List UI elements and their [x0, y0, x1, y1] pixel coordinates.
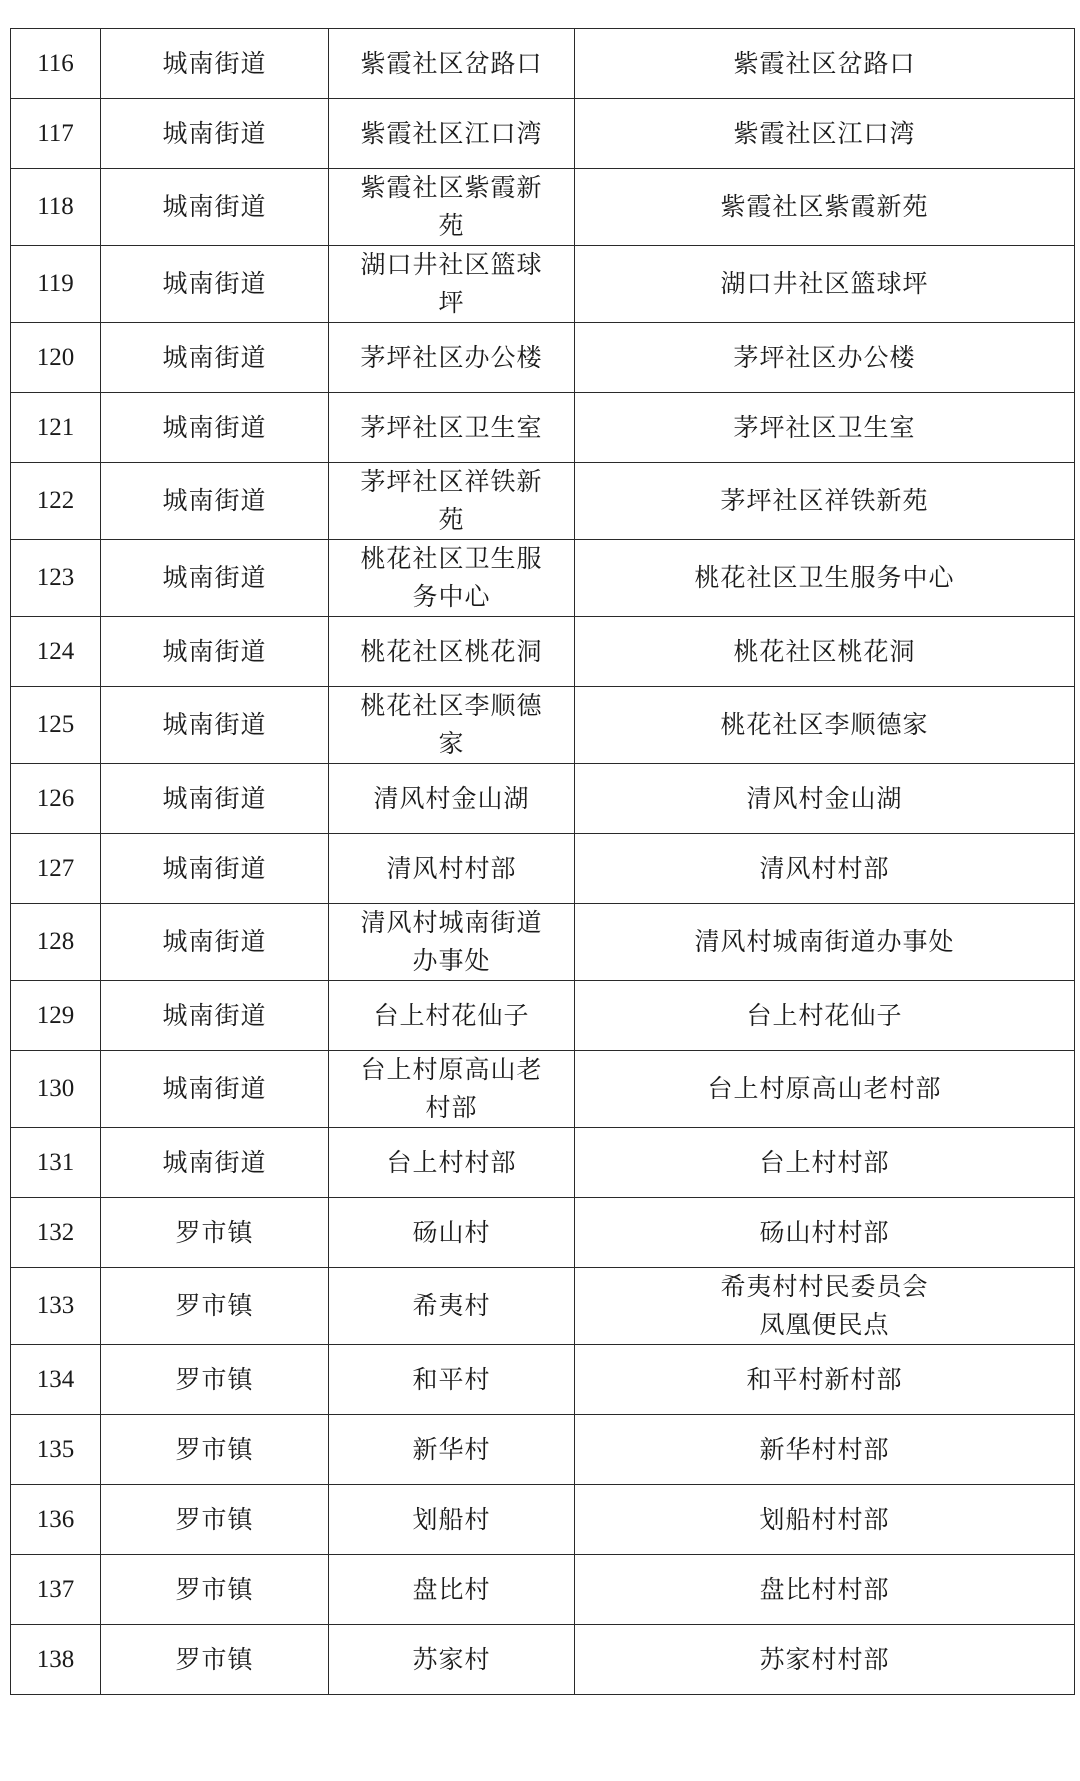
row-number: 124	[11, 617, 101, 687]
town-cell: 城南街道	[101, 834, 329, 904]
site-text-line: 台上村村部	[386, 1147, 517, 1177]
table-row	[11, 1555, 1075, 1625]
table-row	[11, 540, 1075, 617]
row-number: 129	[11, 981, 101, 1051]
row-number: 121	[11, 393, 101, 463]
table-row	[11, 764, 1075, 834]
table-row	[11, 904, 1075, 981]
table-row	[11, 1268, 1075, 1345]
site-cell	[329, 393, 575, 463]
town-cell: 罗市镇	[101, 1415, 329, 1485]
site-text-line: 紫霞社区紫霞新	[360, 173, 543, 202]
table-row	[11, 246, 1075, 323]
row-number: 137	[11, 1555, 101, 1625]
site-cell	[329, 904, 575, 981]
site-text-line: 桃花社区卫生服	[360, 544, 543, 573]
row-number: 135	[11, 1415, 101, 1485]
table-row	[11, 1625, 1075, 1695]
site-text-line: 砀山村	[412, 1217, 491, 1247]
table-row	[11, 393, 1075, 463]
location-text-line: 新华村村部	[759, 1434, 890, 1464]
table-row	[11, 29, 1075, 99]
town-cell: 城南街道	[101, 169, 329, 246]
location-text-line: 苏家村村部	[759, 1644, 890, 1674]
location-text-line: 盘比村村部	[759, 1574, 890, 1604]
site-cell	[329, 99, 575, 169]
town-cell: 城南街道	[101, 99, 329, 169]
location-text-line: 砀山村村部	[759, 1217, 890, 1247]
row-number: 127	[11, 834, 101, 904]
location-cell	[575, 99, 1075, 169]
table-row	[11, 834, 1075, 904]
town-cell: 城南街道	[101, 463, 329, 540]
site-cell	[329, 1345, 575, 1415]
site-text-line: 桃花社区李顺德	[360, 691, 543, 720]
site-cell	[329, 463, 575, 540]
row-number: 134	[11, 1345, 101, 1415]
town-cell: 城南街道	[101, 29, 329, 99]
table-row	[11, 617, 1075, 687]
table-row	[11, 1051, 1075, 1128]
site-text-line: 苑	[438, 505, 465, 534]
location-cell	[575, 687, 1075, 764]
site-cell	[329, 981, 575, 1051]
table-row	[11, 1198, 1075, 1268]
site-text-line: 紫霞社区江口湾	[360, 118, 543, 148]
location-text-line: 和平村新村部	[746, 1364, 903, 1394]
table-body	[11, 29, 1075, 1695]
row-number: 128	[11, 904, 101, 981]
row-number: 117	[11, 99, 101, 169]
site-text-line: 台上村花仙子	[373, 1000, 530, 1030]
site-cell	[329, 1485, 575, 1555]
site-text-line: 家	[438, 729, 465, 758]
location-cell	[575, 246, 1075, 323]
data-table	[10, 28, 1075, 1695]
site-cell	[329, 1198, 575, 1268]
location-text-line: 台上村花仙子	[746, 1000, 903, 1030]
table-row	[11, 169, 1075, 246]
row-number: 122	[11, 463, 101, 540]
location-text-line: 凤凰便民点	[759, 1310, 890, 1339]
location-text-line: 茅坪社区办公楼	[733, 342, 916, 372]
table-row	[11, 99, 1075, 169]
table-row	[11, 1485, 1075, 1555]
location-cell	[575, 29, 1075, 99]
location-cell	[575, 617, 1075, 687]
site-text-line: 苏家村	[412, 1644, 491, 1674]
row-number: 133	[11, 1268, 101, 1345]
location-text-line: 桃花社区李顺德家	[720, 710, 929, 739]
site-cell	[329, 617, 575, 687]
row-number: 116	[11, 29, 101, 99]
site-text-line: 务中心	[412, 582, 491, 611]
location-text-line: 紫霞社区江口湾	[733, 118, 916, 148]
table-row	[11, 463, 1075, 540]
row-number: 136	[11, 1485, 101, 1555]
site-text-line: 茅坪社区卫生室	[360, 412, 543, 442]
location-cell	[575, 1415, 1075, 1485]
town-cell: 城南街道	[101, 904, 329, 981]
site-text-line: 紫霞社区岔路口	[360, 48, 543, 78]
town-cell: 罗市镇	[101, 1268, 329, 1345]
site-cell	[329, 540, 575, 617]
location-text-line: 台上村村部	[759, 1147, 890, 1177]
town-cell: 城南街道	[101, 687, 329, 764]
town-cell: 罗市镇	[101, 1345, 329, 1415]
town-cell: 城南街道	[101, 617, 329, 687]
site-cell	[329, 1415, 575, 1485]
town-cell: 城南街道	[101, 246, 329, 323]
town-cell: 罗市镇	[101, 1625, 329, 1695]
town-cell: 罗市镇	[101, 1555, 329, 1625]
table-row	[11, 1415, 1075, 1485]
row-number: 126	[11, 764, 101, 834]
site-text-line: 办事处	[412, 946, 491, 975]
table-row	[11, 1345, 1075, 1415]
location-text-line: 湖口井社区篮球坪	[720, 269, 929, 298]
location-cell	[575, 1128, 1075, 1198]
row-number: 120	[11, 323, 101, 393]
site-text-line: 茅坪社区祥铁新	[360, 467, 543, 496]
row-number: 131	[11, 1128, 101, 1198]
location-cell	[575, 1051, 1075, 1128]
site-text-line: 台上村原高山老	[360, 1055, 543, 1084]
site-cell	[329, 246, 575, 323]
town-cell: 城南街道	[101, 540, 329, 617]
location-cell	[575, 1625, 1075, 1695]
site-cell	[329, 687, 575, 764]
row-number: 130	[11, 1051, 101, 1128]
location-cell	[575, 540, 1075, 617]
site-cell	[329, 1051, 575, 1128]
location-text-line: 希夷村村民委员会	[720, 1272, 929, 1301]
location-cell	[575, 463, 1075, 540]
location-text-line: 划船村村部	[759, 1504, 890, 1534]
row-number: 118	[11, 169, 101, 246]
site-text-line: 桃花社区桃花洞	[360, 636, 543, 666]
location-cell	[575, 169, 1075, 246]
site-text-line: 清风村村部	[386, 853, 517, 883]
town-cell: 城南街道	[101, 1051, 329, 1128]
town-cell: 城南街道	[101, 981, 329, 1051]
location-cell	[575, 323, 1075, 393]
site-text-line: 湖口井社区篮球	[360, 250, 543, 279]
site-cell	[329, 1625, 575, 1695]
location-cell	[575, 1485, 1075, 1555]
site-cell	[329, 834, 575, 904]
location-cell	[575, 834, 1075, 904]
location-cell	[575, 981, 1075, 1051]
row-number: 125	[11, 687, 101, 764]
location-cell	[575, 764, 1075, 834]
site-text-line: 清风村城南街道	[360, 908, 543, 937]
site-text-line: 和平村	[412, 1364, 491, 1394]
site-text-line: 村部	[425, 1093, 478, 1122]
location-text-line: 台上村原高山老村部	[707, 1074, 942, 1103]
site-text-line: 希夷村	[412, 1291, 491, 1320]
location-text-line: 清风村村部	[759, 853, 890, 883]
location-cell	[575, 393, 1075, 463]
site-cell	[329, 169, 575, 246]
site-text-line: 坪	[438, 288, 465, 317]
table-row	[11, 687, 1075, 764]
table-row	[11, 323, 1075, 393]
location-text-line: 茅坪社区祥铁新苑	[720, 486, 929, 515]
location-cell	[575, 1345, 1075, 1415]
site-cell	[329, 29, 575, 99]
town-cell: 罗市镇	[101, 1485, 329, 1555]
site-cell	[329, 764, 575, 834]
site-cell	[329, 1128, 575, 1198]
location-text-line: 清风村金山湖	[746, 783, 903, 813]
location-text-line: 茅坪社区卫生室	[733, 412, 916, 442]
location-text-line: 清风村城南街道办事处	[694, 927, 955, 956]
site-text-line: 苑	[438, 211, 465, 240]
row-number: 138	[11, 1625, 101, 1695]
town-cell: 城南街道	[101, 764, 329, 834]
location-cell	[575, 904, 1075, 981]
location-text-line: 紫霞社区紫霞新苑	[720, 192, 929, 221]
site-text-line: 茅坪社区办公楼	[360, 342, 543, 372]
site-cell	[329, 323, 575, 393]
site-text-line: 盘比村	[412, 1574, 491, 1604]
row-number: 119	[11, 246, 101, 323]
row-number: 123	[11, 540, 101, 617]
location-cell	[575, 1555, 1075, 1625]
location-text-line: 桃花社区卫生服务中心	[694, 563, 955, 592]
location-cell	[575, 1198, 1075, 1268]
town-cell: 罗市镇	[101, 1198, 329, 1268]
town-cell: 城南街道	[101, 323, 329, 393]
site-text-line: 划船村	[412, 1504, 491, 1534]
town-cell: 城南街道	[101, 393, 329, 463]
site-cell	[329, 1555, 575, 1625]
site-cell	[329, 1268, 575, 1345]
table-row	[11, 1128, 1075, 1198]
location-text-line: 紫霞社区岔路口	[733, 48, 916, 78]
location-cell	[575, 1268, 1075, 1345]
site-text-line: 新华村	[412, 1434, 491, 1464]
location-text-line: 桃花社区桃花洞	[733, 636, 916, 666]
town-cell: 城南街道	[101, 1128, 329, 1198]
row-number: 132	[11, 1198, 101, 1268]
table-row	[11, 981, 1075, 1051]
site-text-line: 清风村金山湖	[373, 783, 530, 813]
